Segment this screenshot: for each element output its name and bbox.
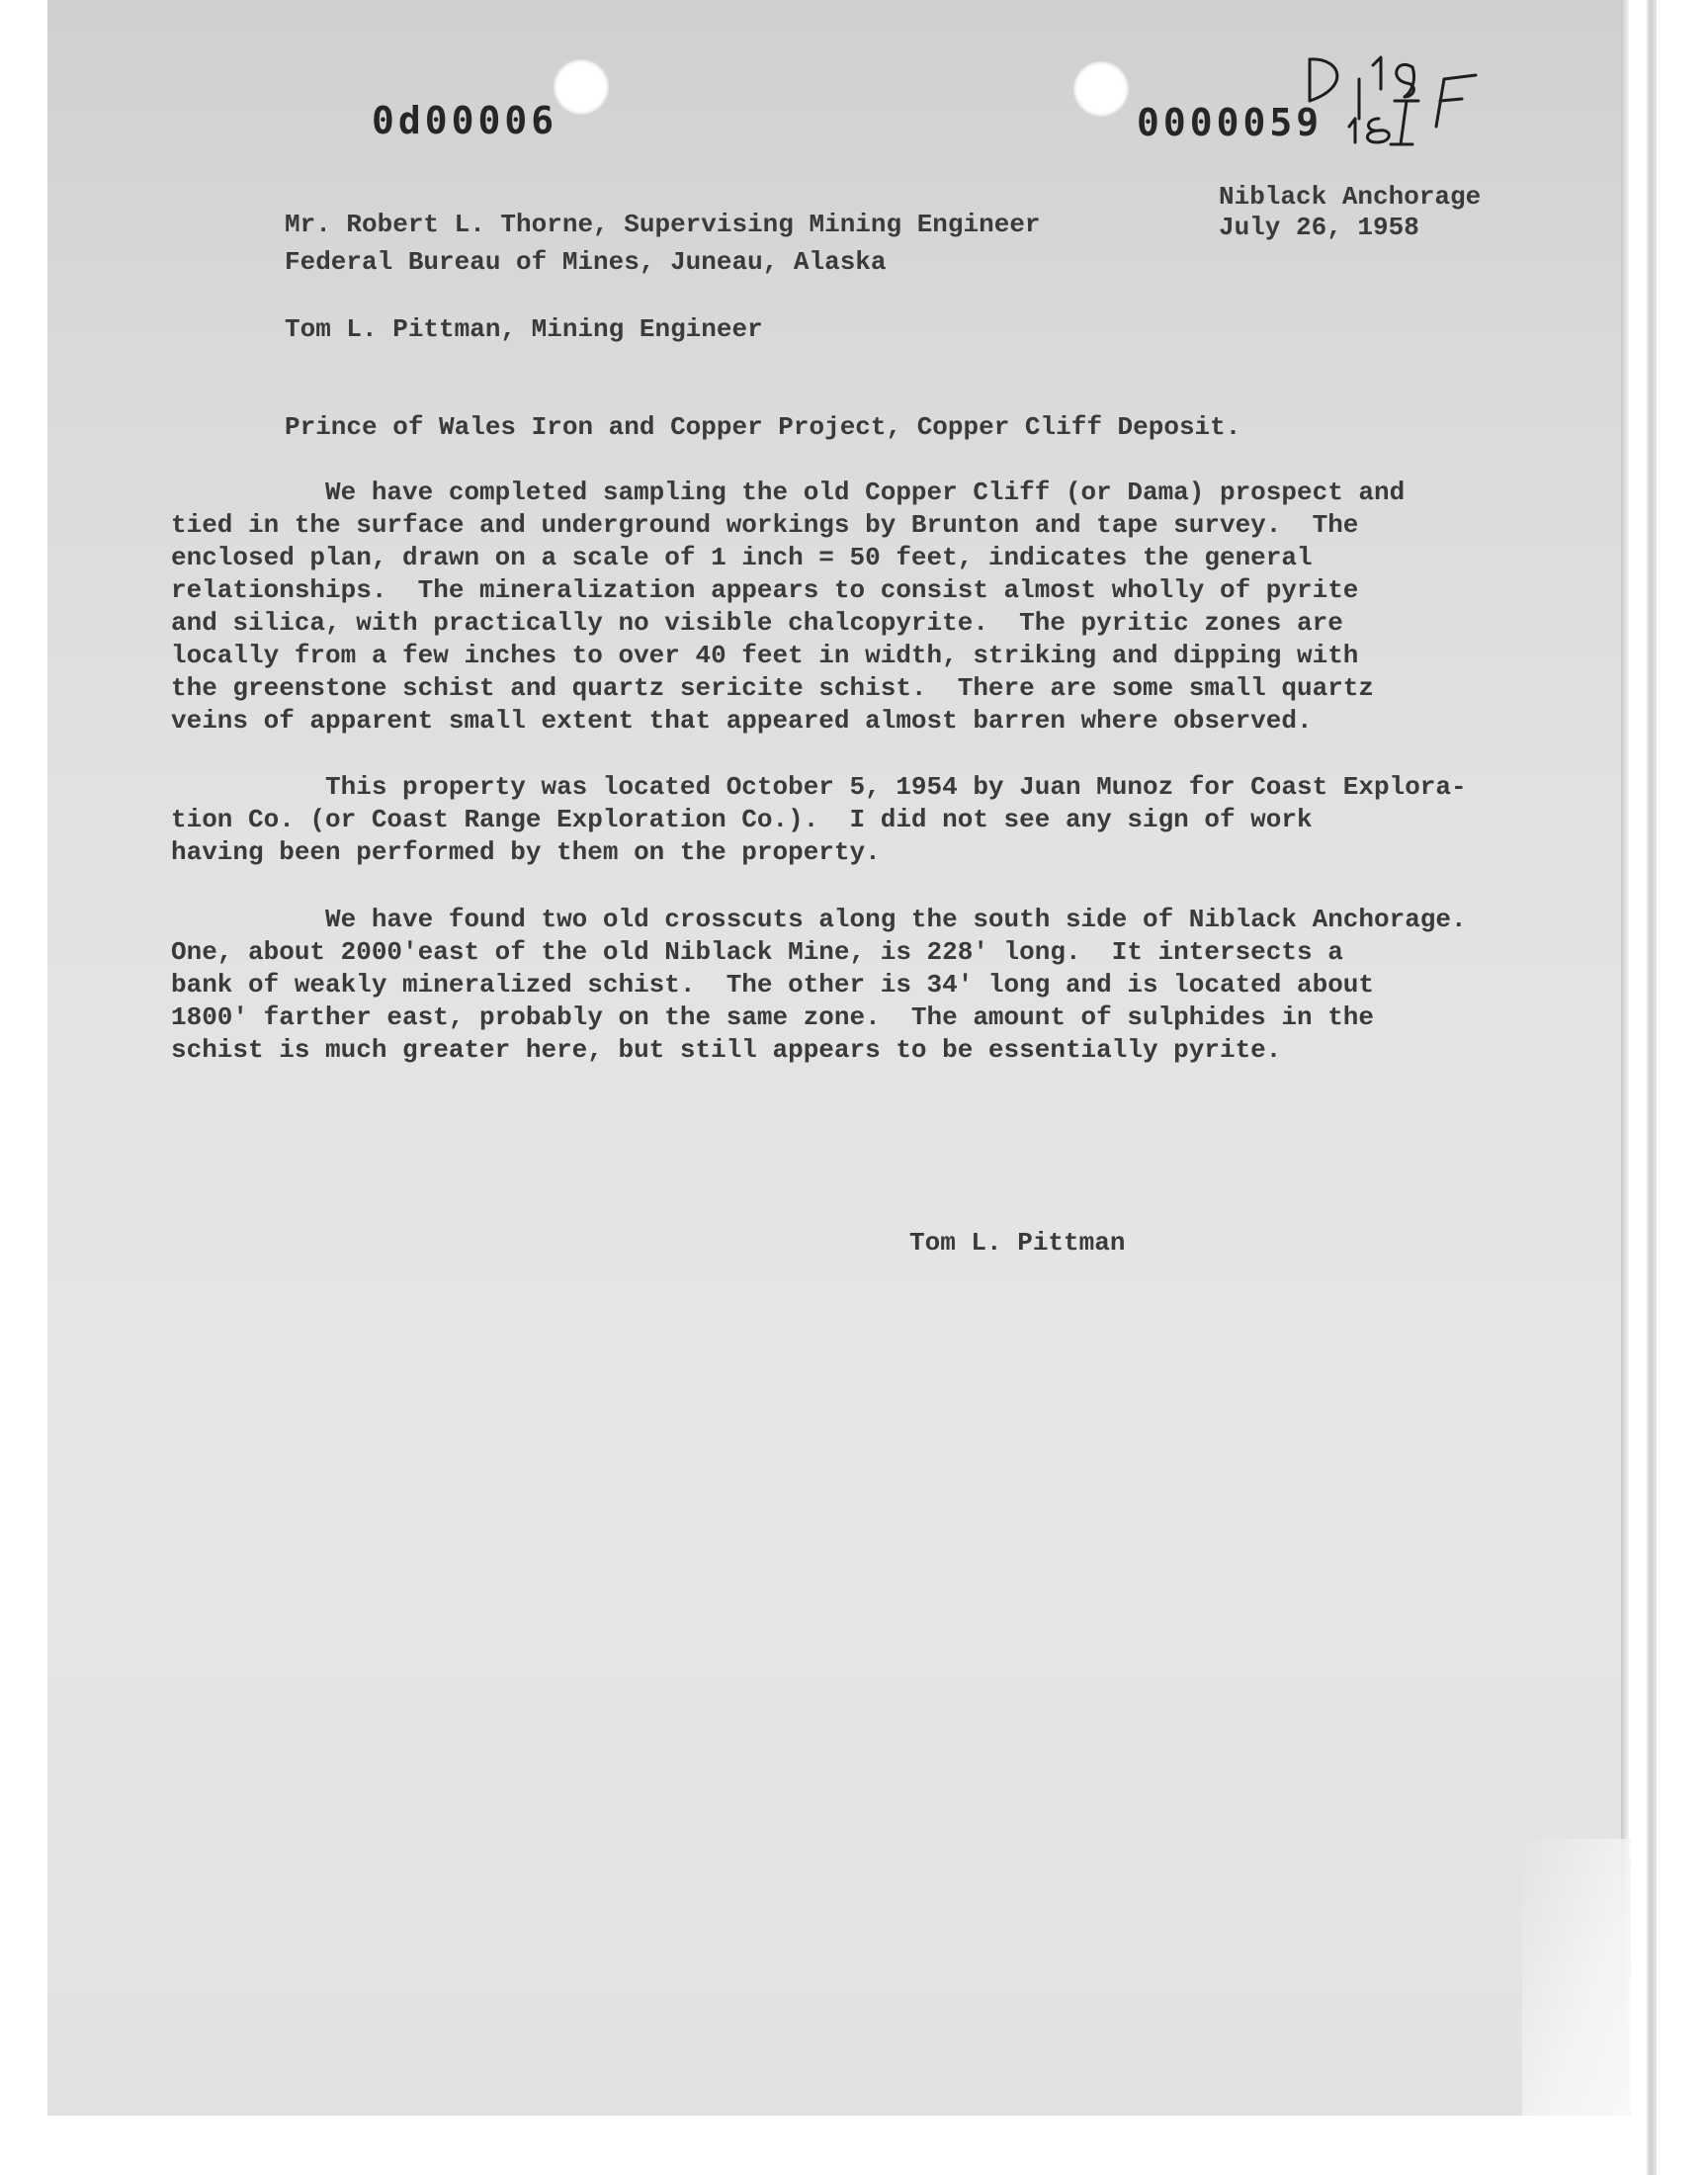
paragraph-line: relationships. The mineralization appears to consist almost wholly of pyrite	[171, 575, 1359, 605]
recipient-line-1: Mr. Robert L. Thorne, Supervising Mining Engineer	[285, 210, 1041, 239]
paragraph-line: enclosed plan, drawn on a scale of 1 inch = 50 feet, indicates the general	[171, 543, 1313, 572]
document-number-stamp-left: 0d00006	[372, 99, 558, 142]
paragraph-line: having been performed by them on the property.	[171, 837, 881, 867]
paragraph-line: This property was located October 5, 1954 by Juan Munoz for Coast Explora-	[171, 772, 1467, 802]
punch-hole-left	[554, 59, 609, 115]
page-edge	[1621, 0, 1629, 2116]
paragraph-line: We have completed sampling the old Copper Cliff (or Dama) prospect and	[171, 478, 1406, 507]
paragraph-line: schist is much greater here, but still appears to be essentially pyrite.	[171, 1035, 1282, 1065]
paragraph-line: We have found two old crosscuts along the south side of Niblack Anchorage.	[171, 905, 1467, 934]
subject-line: Prince of Wales Iron and Copper Project, Copper Cliff Deposit.	[285, 412, 1241, 442]
handwritten-annotation	[1290, 40, 1497, 148]
signature-line: Tom L. Pittman	[909, 1228, 1126, 1258]
sender-line: Tom L. Pittman, Mining Engineer	[285, 314, 763, 344]
punch-hole-right	[1073, 61, 1129, 117]
paragraph-line: the greenstone schist and quartz sericite schist. There are some small quartz	[171, 673, 1374, 703]
recipient-line-2: Federal Bureau of Mines, Juneau, Alaska	[285, 247, 887, 277]
letter-date: July 26, 1958	[1219, 213, 1419, 242]
paragraph-line: tied in the surface and underground workings by Brunton and tape survey. The	[171, 510, 1359, 540]
paragraph-line: locally from a few inches to over 40 feet in width, striking and dipping with	[171, 641, 1359, 670]
paragraph-line: One, about 2000'east of the old Niblack Mine, is 228' long. It intersects a	[171, 937, 1343, 967]
letter-location: Niblack Anchorage	[1219, 182, 1482, 212]
scanner-border	[1647, 0, 1657, 2175]
paragraph-line: and silica, with practically no visible chalcopyrite. The pyritic zones are	[171, 608, 1343, 638]
page-corner-curl	[1522, 1839, 1631, 2116]
paragraph-line: tion Co. (or Coast Range Exploration Co.). I did not see any sign of work	[171, 805, 1313, 834]
document-number-stamp-right: 0000059	[1137, 101, 1324, 144]
paragraph-line: veins of apparent small extent that appeared almost barren where observed.	[171, 706, 1313, 736]
paragraph-line: 1800' farther east, probably on the same zone. The amount of sulphides in the	[171, 1002, 1374, 1032]
paragraph-line: bank of weakly mineralized schist. The other is 34' long and is located about	[171, 970, 1374, 1000]
